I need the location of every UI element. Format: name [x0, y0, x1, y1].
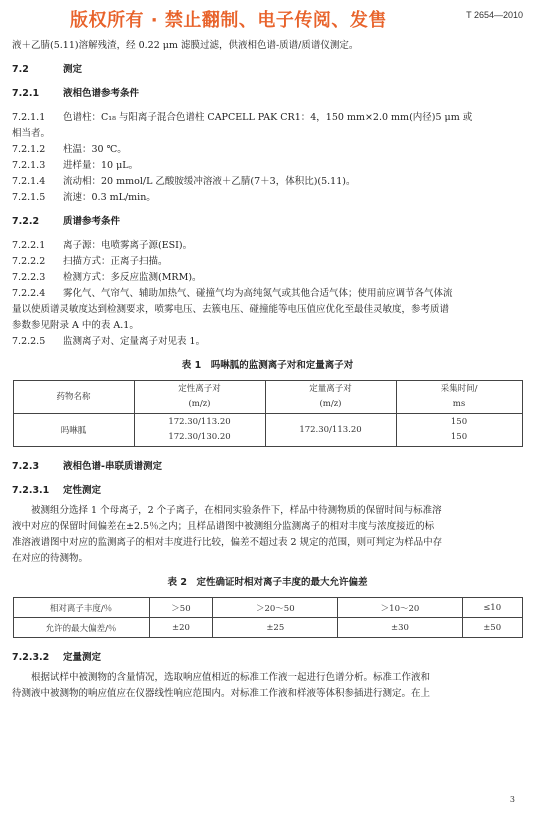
table1-header-cell: 采集时间/ ms [396, 381, 522, 414]
standard-number: T 2654—2010 [466, 10, 523, 20]
clause-7-2-1-1-cont: 相当者。 [12, 128, 51, 139]
clause-7-2-1-2: 7.2.1.2 柱温：30 ℃。 [12, 144, 127, 155]
document-body [12, 38, 523, 702]
table1-header-cell: 定量离子对 (m/z) [265, 381, 396, 414]
quantitative-paragraph-line: 根据试样中被测物的含量情况，选取响应值相近的标准工作液一起进行色谱分析。标准工作液和 [31, 672, 431, 683]
table2-cell: ±30 [338, 618, 463, 638]
section-7-2-3: 7.2.3 液相色谱-串联质谱测定 [12, 461, 162, 472]
table2-cell: ±50 [462, 618, 522, 638]
section-7-2-3-2: 7.2.3.2 定量测定 [12, 652, 102, 663]
qualitative-paragraph-line: 液中对应的保留时间偏差在±2.5％之内；且样品谱图中被测组分监测离子的相对丰度与浓度接近的标 [12, 521, 435, 532]
quantitative-paragraph-line: 待测液中被测物的响应值应在仪器线性响应范围内。对标准工作液和样液等体积参插进行测定。在上 [12, 688, 431, 699]
table1 [13, 380, 523, 447]
section-7-2-1: 7.2.1 液相色谱参考条件 [12, 88, 140, 99]
table2-caption: 表 2 定性确证时相对离子丰度的最大允许偏差 [167, 577, 368, 588]
clause-7-2-2-2: 7.2.2.2 扫描方式：正离子扫描。 [12, 256, 168, 267]
table1-qual-pairs: 172.30/113.20 172.30/130.20 [134, 414, 265, 447]
table2-cell: 允许的最大偏差/％ [13, 618, 149, 638]
qualitative-paragraph-line: 在对应的待测物。 [12, 553, 89, 564]
table2-cell: ＞20～50 [213, 598, 338, 618]
table1-caption: 表 1 吗啉胍的监测离子对和定量离子对 [181, 360, 354, 371]
intro-paragraph: 液＋乙腈(5.11)溶解残渣，经 0.22 μm 滤膜过滤，供液相色谱-质谱/质谱仪测定。 [12, 40, 359, 51]
table2-cell: 相对离子丰度/％ [13, 598, 149, 618]
table1-header-cell: 药物名称 [13, 381, 134, 414]
table-row [13, 618, 522, 638]
clause-7-2-2-4: 7.2.2.4 雾化气、气帘气、辅助加热气、碰撞气均为高纯氮气或其他合适气体；使用前应调节各气体流 [12, 288, 453, 299]
table-row [13, 598, 522, 618]
table2 [13, 597, 523, 638]
table2-cell: ±25 [213, 618, 338, 638]
table1-times: 150 150 [396, 414, 522, 447]
clause-7-2-2-5: 7.2.2.5 监测离子对、定量离子对见表 1。 [12, 336, 206, 347]
clause-7-2-2-1: 7.2.2.1 离子源：电喷雾离子源(ESI)。 [12, 240, 193, 251]
table1-header-cell: 定性离子对 (m/z) [134, 381, 265, 414]
clause-7-2-2-3: 7.2.2.3 检测方式：多反应监测(MRM)。 [12, 272, 202, 283]
table2-cell: ＞50 [149, 598, 213, 618]
table1-drug-name: 吗啉胍 [13, 414, 134, 447]
section-7-2-3-1: 7.2.3.1 定性测定 [12, 485, 102, 496]
table1-header-row [13, 381, 522, 414]
clause-7-2-2-4-cont1: 量以使质谱灵敏度达到检测要求，喷雾电压、去簇电压、碰撞能等电压值应优化至最佳灵敏度，参考质谱 [12, 304, 450, 315]
section-7-2-2: 7.2.2 质谱参考条件 [12, 216, 121, 227]
table2-cell: ±20 [149, 618, 213, 638]
table2-cell: ≤10 [462, 598, 522, 618]
qualitative-paragraph-line: 准溶液谱图中对应的监测离子的相对丰度进行比较，偏差不超过表 2 规定的范围，则可判定为样品中存 [12, 537, 443, 548]
table2-cell: ＞10～20 [338, 598, 463, 618]
watermark: 版权所有 · 禁止翻制、电子传阅、发售 [70, 10, 387, 31]
page-number: 3 [509, 795, 515, 804]
table-row [13, 414, 522, 447]
qualitative-paragraph-line: 被测组分选择 1 个母离子，2 个子离子，在相同实验条件下，样品中待测物质的保留时间与标准溶 [31, 505, 442, 516]
section-7-2: 7.2 测定 [12, 64, 83, 75]
clause-7-2-1-1: 7.2.1.1 色谱柱：C₁₈ 与阳离子混合色谱柱 CAPCELL PAK CR1：4，150 mm×2.0 mm(内径)5 μm 或 [12, 112, 473, 123]
clause-7-2-2-4-cont2: 参数参见附录 A 中的表 A.1。 [12, 320, 139, 331]
clause-7-2-1-4: 7.2.1.4 流动相：20 mmol/L 乙酸胺缓冲溶液＋乙腈(7＋3，体积比)(5.11)。 [12, 176, 356, 187]
clause-7-2-1-5: 7.2.1.5 流速：0.3 mL/min。 [12, 192, 156, 203]
table1-quant-pair: 172.30/113.20 [265, 414, 396, 447]
clause-7-2-1-3: 7.2.1.3 进样量：10 μL。 [12, 160, 139, 171]
